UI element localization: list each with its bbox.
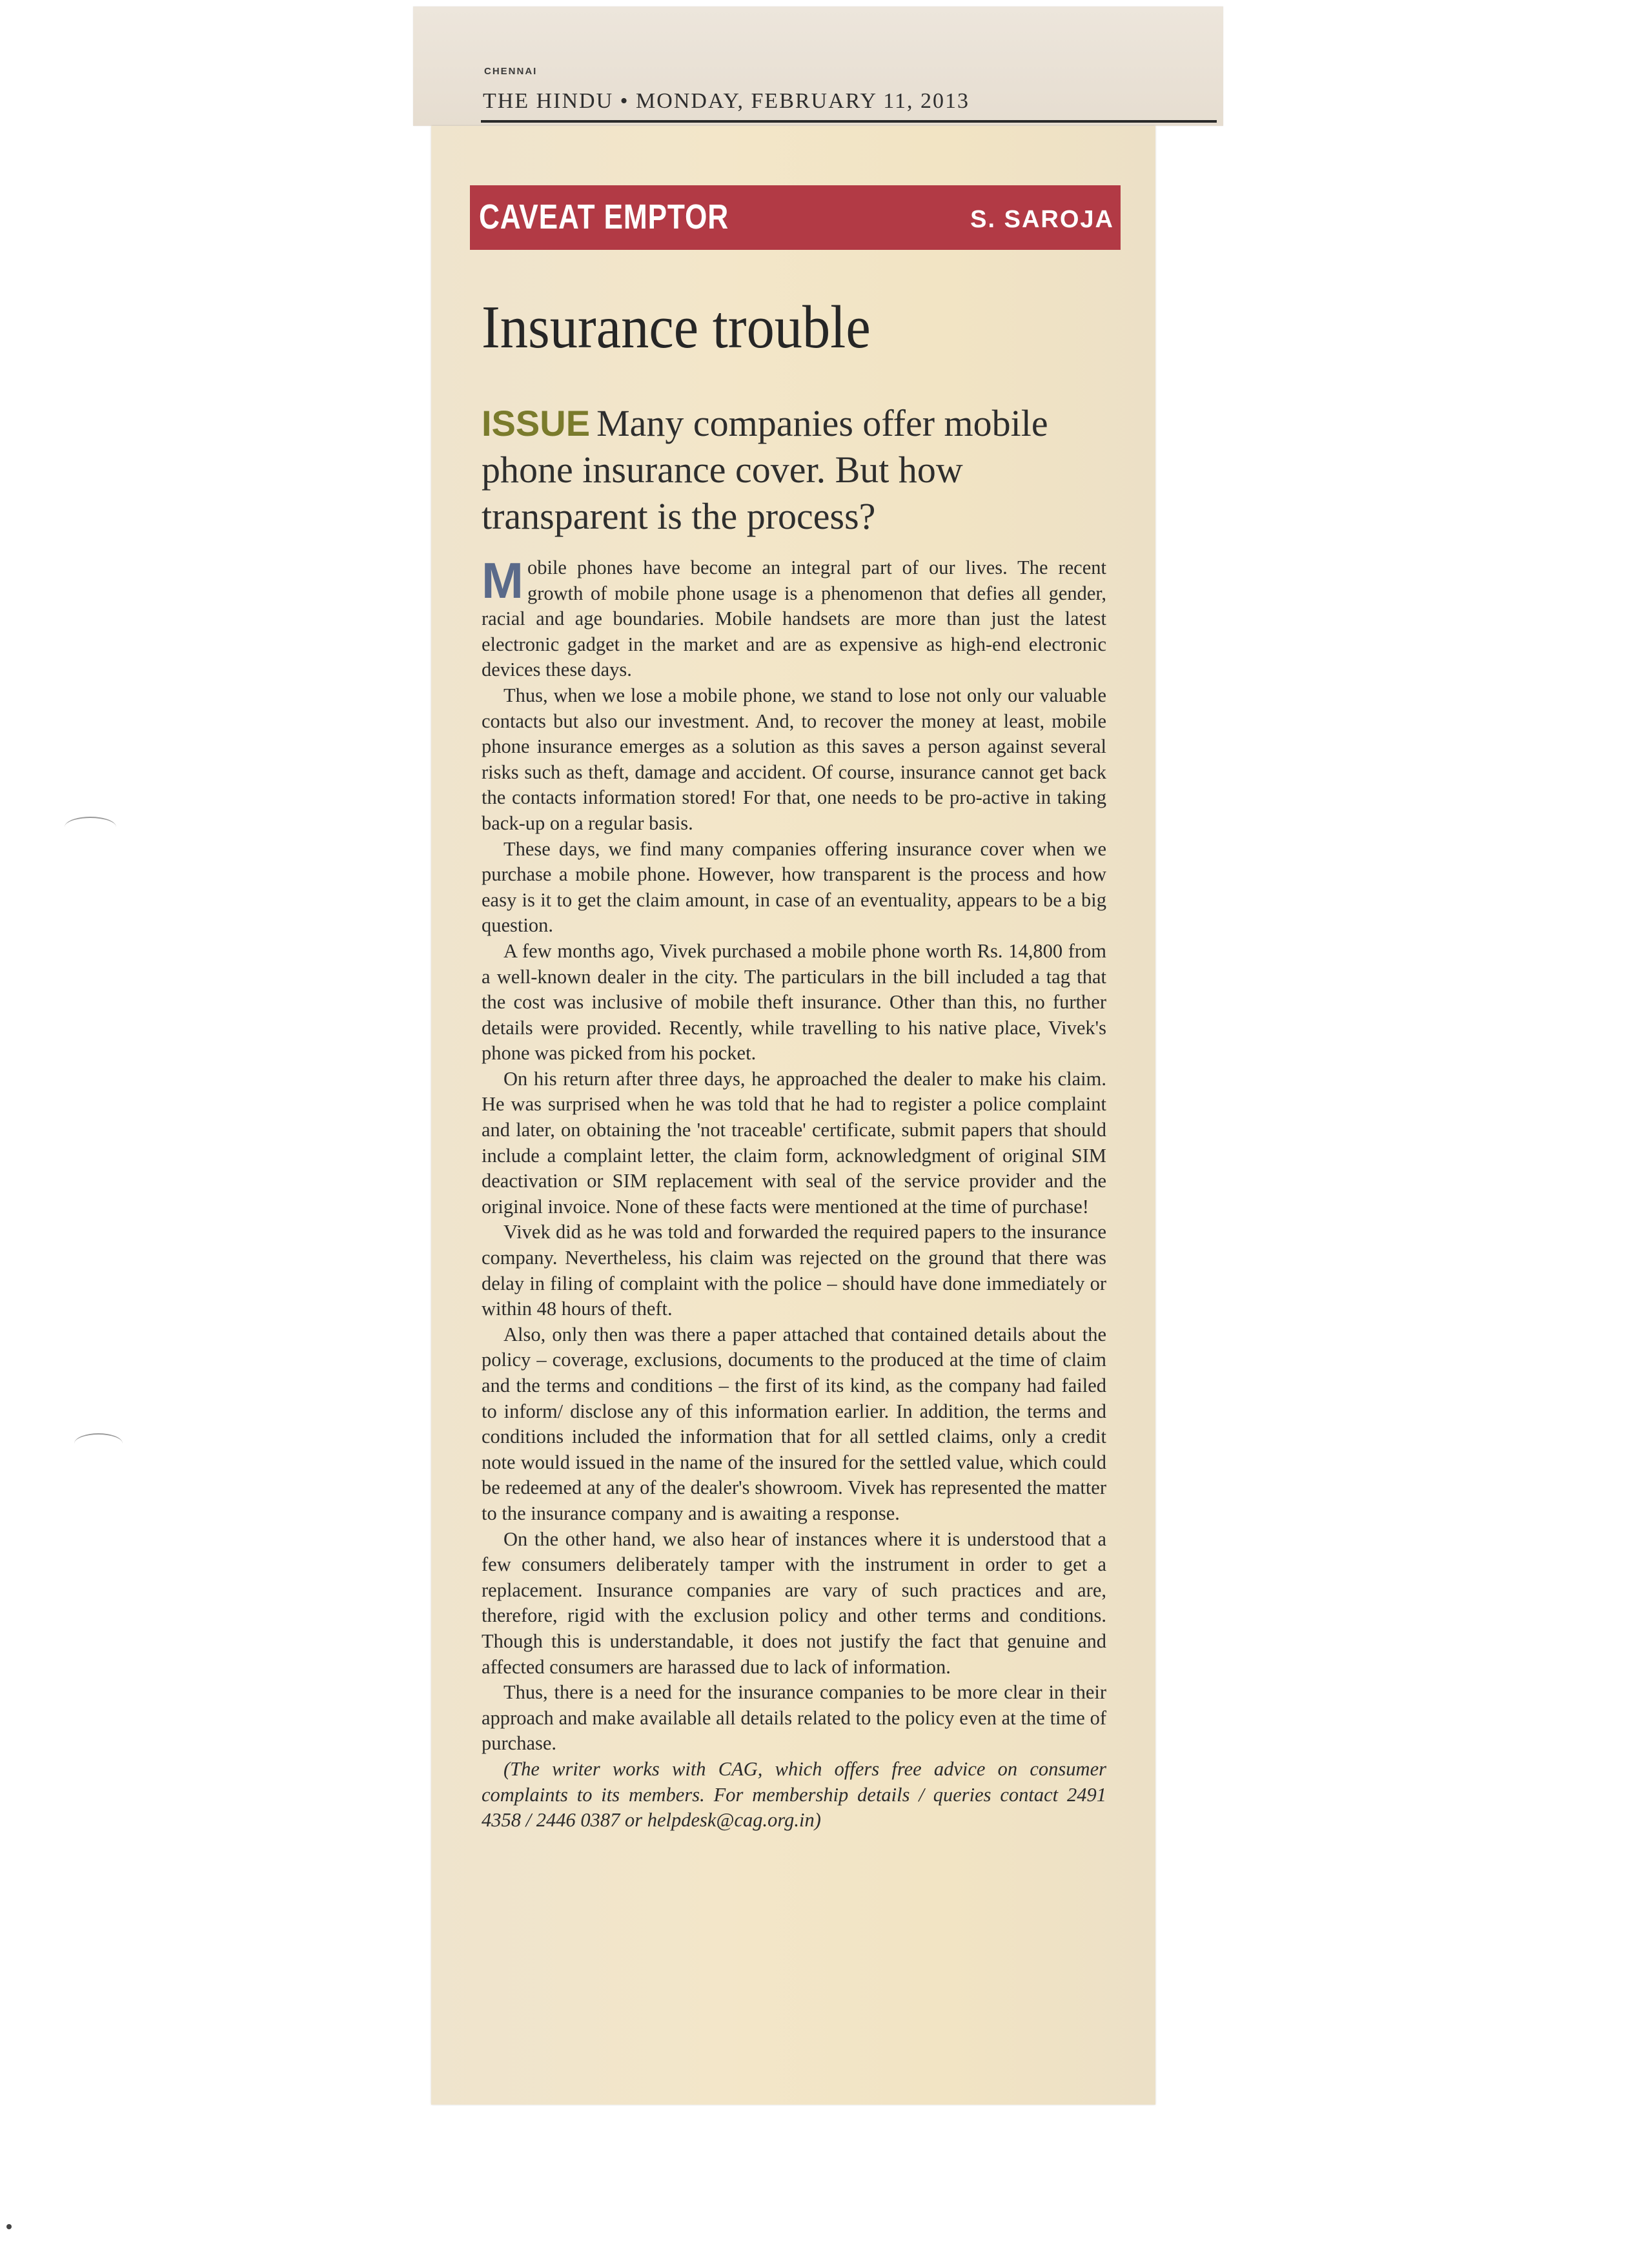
article-paragraph-2: Thus, when we lose a mobile phone, we stand to lose not only our valuable contacts but also our investment. And, to recover the money at least, mobile phone insurance emerges as a solution as this saves a person against several risks such as theft, damage and accident. Of course, insurance cannot get back the contacts information stored! For that, one needs to be pro-active in taking back-up on a regular basis.: [482, 684, 1106, 834]
article-paragraph-5: On his return after three days, he approached the dealer to make his claim. He was surprised when he was told that he had to register a police complaint and later, on obtaining the 'not traceable' certificate, submit papers that should include a complaint letter, the claim form, acknowledgment of original SIM deactivation or SIM replacement with seal of the service provider and the original invoice. None of these facts were mentioned at the time of purchase!: [482, 1067, 1106, 1218]
article-paragraph-7: Also, only then was there a paper attached that contained details about the policy – coverage, exclusions, documents to the produced at the time of claim and the terms and conditions – the first of its kind, as the company had failed to inform/ disclose any of this information earlier. In addition, the terms and conditions included the information that for all settled claims, only a credit note would issued in the name of the insured for the settled value, which could be redeemed at any of the dealer's showroom. Vivek has represented the matter to the insurance company and is awaiting a response.: [482, 1323, 1106, 1524]
deck-label: ISSUE: [482, 403, 591, 444]
article-paragraph-8: On the other hand, we also hear of instances where it is understood that a few consumers deliberately tamper with the instrument in order to get a replacement. Insurance companies are vary of such practices and are, therefore, rigid with the exclusion policy and other terms and conditions. Though this is understandable, it does not justify the fact that genuine and affected consumers are harassed due to lack of information.: [482, 1527, 1106, 1678]
article-paragraph-3: These days, we find many companies offering insurance cover when we purchase a mobile phone. However, how transparent is the process and how easy is it to get the claim amount, in case of an eventuality, appears to be a big question.: [482, 837, 1106, 937]
article-deck: [482, 400, 1127, 540]
masthead-rule: [481, 120, 1217, 123]
article-paragraph-9: Thus, there is a need for the insurance companies to be more clear in their approach and make available all details related to the policy even at the time of purchase.: [482, 1681, 1106, 1755]
column-author: S. SAROJA: [970, 206, 1114, 233]
column-name: CAVEAT EMPTOR: [479, 198, 729, 236]
drop-cap: M: [482, 552, 523, 609]
paragraph-1-text: obile phones have become an integral part of our lives. The recent growth of mobile phone usage is a phenomenon that defies all gender, racial and age boundaries. Mobile handsets are more than just the latest electronic gadget in the market and are as expensive as high-end electronic devices these days.: [482, 557, 1106, 681]
scan-mark: [74, 1433, 123, 1454]
deck-text: Many companies offer mobile phone insurance cover. But how transparent is the process?: [482, 402, 1048, 537]
masthead-dateline: THE HINDU • MONDAY, FEBRUARY 11, 2013: [483, 89, 970, 113]
article-paragraph-1: [482, 552, 1106, 683]
article-paragraph-4: A few months ago, Vivek purchased a mobile phone worth Rs. 14,800 from a well-known dealer in the city. The particulars in the bill included a tag that the cost was inclusive of mobile theft insurance. Other than this, no further details were provided. Recently, while travelling to his native place, Vivek's phone was picked from his pocket.: [482, 939, 1106, 1065]
scan-dot: [6, 2224, 12, 2229]
masthead-strip: [413, 6, 1223, 126]
masthead-city: CHENNAI: [484, 66, 538, 77]
newspaper-clipping: [431, 126, 1155, 2105]
article-body: [482, 552, 1106, 1834]
scan-mark: [65, 817, 116, 837]
author-note: (The writer works with CAG, which offers free advice on consumer complaints to its members. For membership details / queries contact 2491 4358 / 2446 0387 or helpdesk@cag.org.in): [482, 1757, 1106, 1832]
column-banner: [470, 185, 1121, 250]
article-headline: Insurance trouble: [482, 294, 871, 361]
article-paragraph-6: Vivek did as he was told and forwarded the required papers to the insurance company. Nevertheless, his claim was rejected on the ground that there was delay in filing of complaint with the police – should have done immediately or within 48 hours of theft.: [482, 1221, 1106, 1320]
